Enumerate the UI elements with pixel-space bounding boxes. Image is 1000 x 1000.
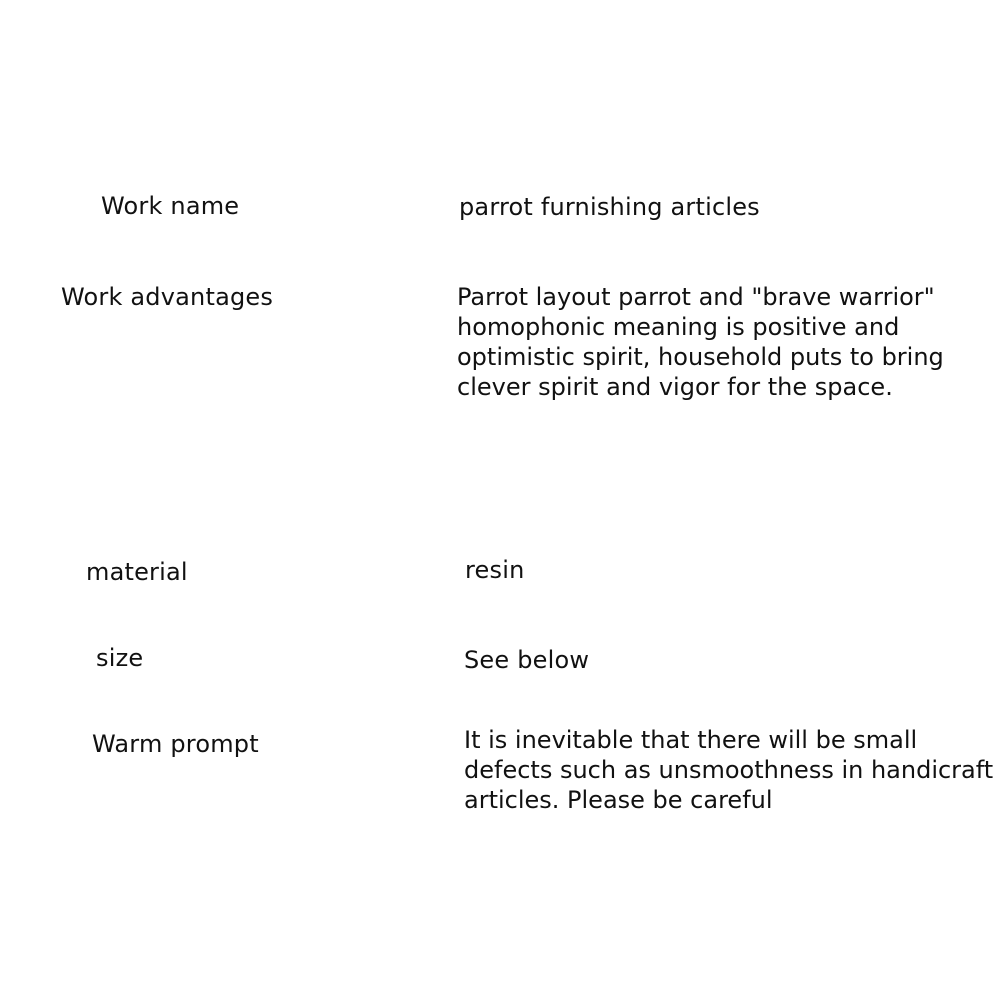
work-name-label: Work name — [101, 192, 240, 220]
warm-prompt-text — [464, 725, 993, 815]
work-advantages-line: homophonic meaning is positive and — [457, 313, 900, 341]
work-advantages-line: clever spirit and vigor for the space. — [457, 373, 893, 401]
work-name-value: parrot furnishing articles — [459, 193, 760, 221]
work-advantages-label: Work advantages — [61, 283, 274, 311]
size-label: size — [96, 644, 144, 672]
warm-prompt-line: articles. Please be careful — [464, 786, 773, 814]
warm-prompt-label: Warm prompt — [92, 730, 259, 758]
work-advantages-line: Parrot layout parrot and "brave warrior" — [457, 283, 935, 311]
work-advantages-line: optimistic spirit, household puts to bring — [457, 343, 944, 371]
size-value: See below — [464, 646, 590, 674]
material-value: resin — [465, 556, 525, 584]
warm-prompt-line: It is inevitable that there will be small — [464, 726, 918, 754]
warm-prompt-line: defects such as unsmoothness in handicraft — [464, 756, 994, 784]
work-advantages-text — [457, 282, 944, 402]
material-label: material — [86, 558, 188, 586]
